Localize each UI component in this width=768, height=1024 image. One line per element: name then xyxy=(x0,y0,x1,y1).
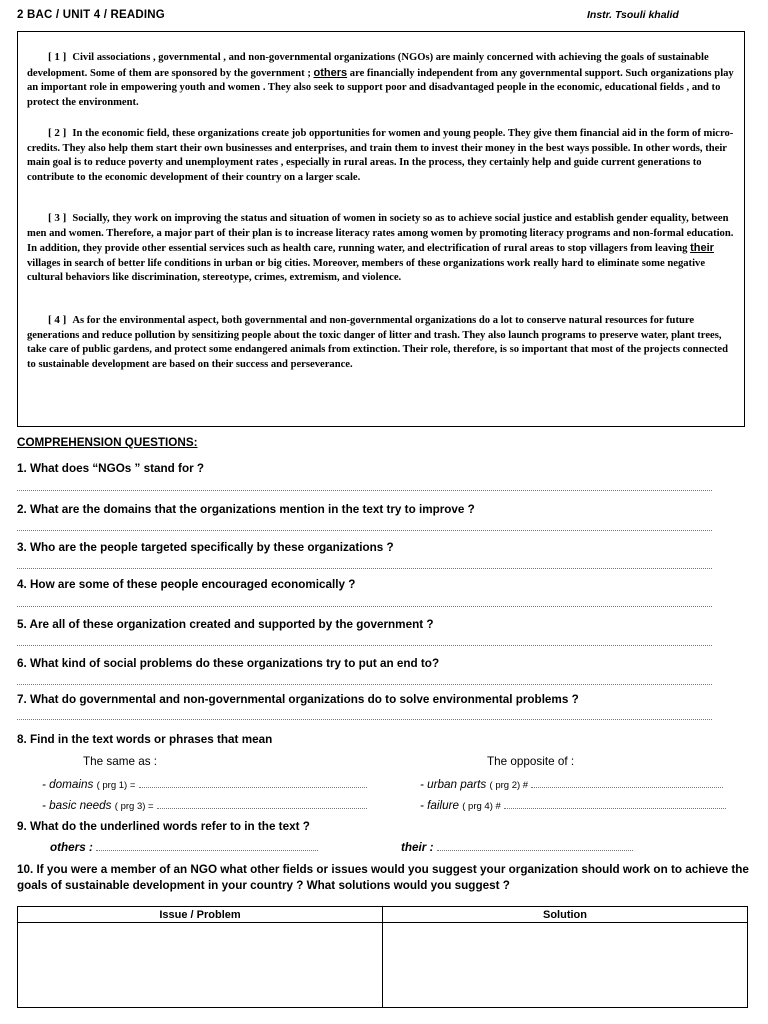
issue-cell[interactable] xyxy=(18,923,383,1008)
column-header-solution: Solution xyxy=(383,907,748,923)
question-1: 1. What does “NGOs ” stand for ? xyxy=(17,462,205,475)
column-header-issue: Issue / Problem xyxy=(18,907,383,923)
answer-line-7[interactable] xyxy=(17,719,712,721)
vocab-answer-field[interactable] xyxy=(139,778,367,788)
answer-line-5[interactable] xyxy=(17,645,712,647)
vocab-failure: - failure ( prg 4) # xyxy=(420,799,726,812)
opposite-of-heading: The opposite of : xyxy=(487,755,575,768)
answer-line-2[interactable] xyxy=(17,530,712,532)
question-10: 10. If you were a member of an NGO what other fields or issues would you suggest your organization should work on to achieve the goals of sustainable development in your country ? What solutions would you suggest ? xyxy=(17,863,749,892)
question-6: 6. What kind of social problems do these organizations try to put an end to? xyxy=(17,657,440,670)
vocab-answer-field[interactable] xyxy=(504,799,726,809)
question-2: 2. What are the domains that the organizations mention in the text try to improve ? xyxy=(17,503,475,516)
question-4: 4. How are some of these people encouraged economically ? xyxy=(17,578,356,591)
paragraph-number: [ 1 ] xyxy=(48,51,67,63)
unit-label: 2 BAC / UNIT 4 / READING xyxy=(17,9,165,21)
answer-line-4[interactable] xyxy=(17,606,712,608)
paragraph-3: [ 3 ] Socially, they work on improving the status and situation of women in society so as to achieve social justice and establish gender equality, between men and women. Therefore, a major part of their plan is to increase literacy rates among women by promoting literacy programs and non-formal education. In addition, they provide other essential services such as health care, running water, and electrification of rural areas to stop villagers from leaving their villages in search of better life conditions in urban or big cities. Moreover, members of these organizations work really hard to eliminate some negative cultural behaviors like discrimination, stereotype, crimes, extremism, and violence. xyxy=(27,212,734,283)
paragraph-1: [ 1 ] Civil associations , governmental , and non-governmental organizations (NGOs) are mainly concerned with achieving the goals of sustainable development. Some of them are sponsored by the government ; others are financially independent from any governmental support. Such organizations play an important role in empowering youth and women . They also seek to support poor and disadvantaged people in the economic, educational fields , and to protect the environment. xyxy=(27,51,734,108)
solution-cell[interactable] xyxy=(383,923,748,1008)
underlined-word-others: others xyxy=(313,66,348,79)
question-7: 7. What do governmental and non-governmental organizations do to solve environmental problems ? xyxy=(17,693,579,706)
vocab-answer-field[interactable] xyxy=(157,799,367,809)
reference-answer-field[interactable] xyxy=(96,841,318,851)
page-header xyxy=(17,9,751,25)
vocab-basic-needs: - basic needs ( prg 3) = xyxy=(42,799,367,812)
paragraph-number: [ 2 ] xyxy=(48,127,67,139)
question-8: 8. Find in the text words or phrases that mean xyxy=(17,733,273,746)
reference-others: others : xyxy=(50,841,318,854)
question-3: 3. Who are the people targeted specifically by these organizations ? xyxy=(17,541,394,554)
questions-heading: COMPREHENSION QUESTIONS: xyxy=(17,436,198,449)
answer-line-6[interactable] xyxy=(17,684,712,686)
issue-solution-table xyxy=(17,906,748,1008)
paragraph-number: [ 4 ] xyxy=(48,314,67,326)
paragraph-2: [ 2 ] In the economic field, these organizations create job opportunities for women and young people. They give them financial aid in the form of micro-credits. They also help them start their own businesses and enterprises, and train them to invest their money in the best ways possible. In other words, their main goal is to reduce poverty and unemployment rates , especially in rural areas. In the process, they certainly help and guide current generations to contribute to the economic development of their country on a larger scale. xyxy=(27,127,734,183)
answer-line-3[interactable] xyxy=(17,568,712,570)
reference-their: their : xyxy=(401,841,633,854)
question-9: 9. What do the underlined words refer to in the text ? xyxy=(17,820,310,833)
paragraph-number: [ 3 ] xyxy=(48,212,67,224)
question-5: 5. Are all of these organization created and supported by the government ? xyxy=(17,618,434,631)
same-as-heading: The same as : xyxy=(83,755,158,768)
vocab-answer-field[interactable] xyxy=(531,778,723,788)
reading-passage-box xyxy=(17,31,745,427)
reference-answer-field[interactable] xyxy=(437,841,633,851)
paragraph-4: [ 4 ] As for the environmental aspect, both governmental and non-governmental organizations do a lot to conserve natural resources for future generations and reduce pollution by sensitizing people about the toxic danger of litter and trash. They also launch programs to preserve water, plant trees, take care of public gardens, and protect some endangered animals from extinction. Their role, therefore, is so important that most of the projects connected to sustainable development are based on their success and perseverance. xyxy=(27,314,728,370)
vocab-urban-parts: - urban parts ( prg 2) # xyxy=(420,778,723,791)
vocab-domains: - domains ( prg 1) = xyxy=(42,778,367,791)
instructor-name: Instr. Tsouli khalid xyxy=(587,9,679,21)
answer-line-1[interactable] xyxy=(17,490,712,492)
underlined-word-their: their xyxy=(690,242,714,254)
